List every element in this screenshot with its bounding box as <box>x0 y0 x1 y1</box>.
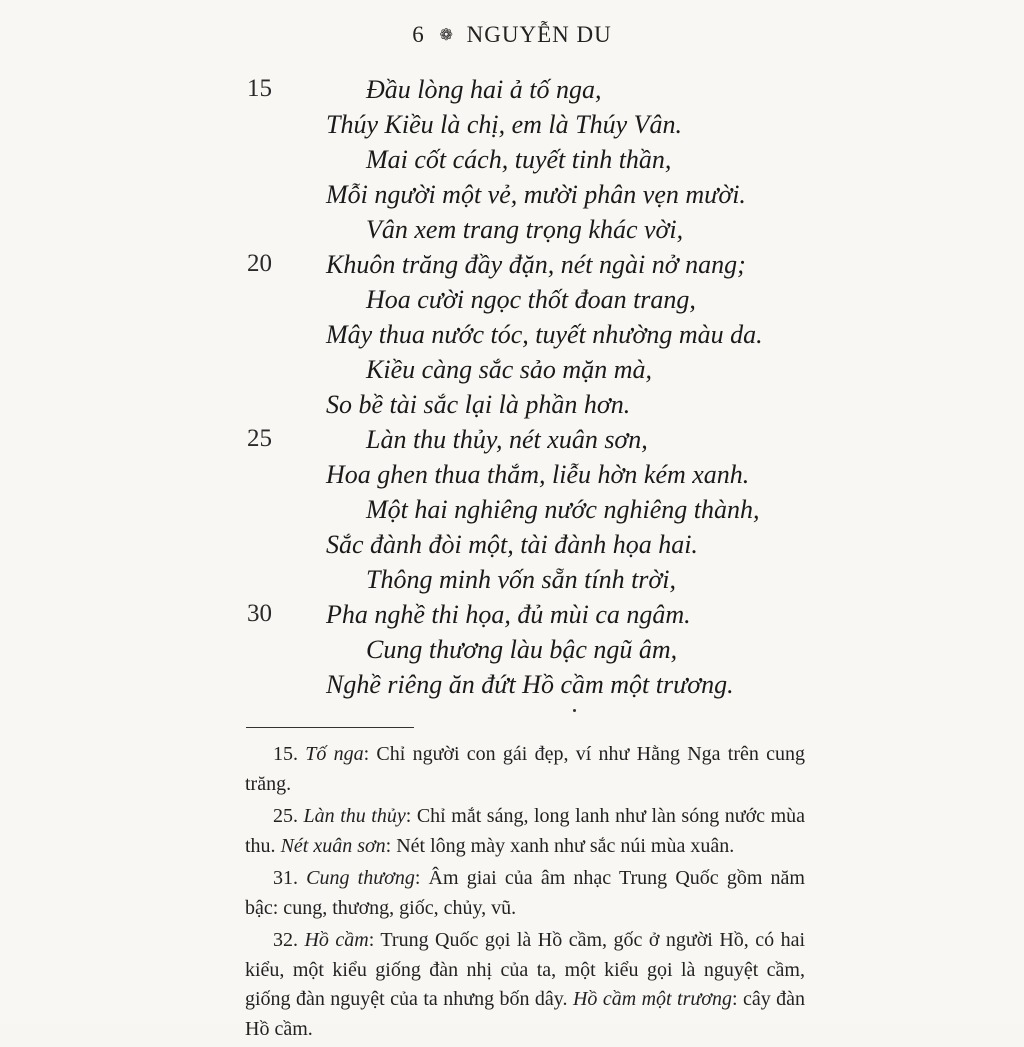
poem-line: Hoa cười ngọc thốt đoan trang, <box>366 285 696 314</box>
footnote-text: : Chỉ mắt sáng, long lanh như làn sóng nước mùa thu. <box>245 805 805 857</box>
footnote-term: Nét xuân sơn <box>280 834 386 857</box>
poem-line: Khuôn trăng đầy đặn, nét ngài nở nang; <box>326 250 746 279</box>
line-number: 15 <box>247 75 272 102</box>
page-number: 6 <box>412 22 425 47</box>
poem-line: Sắc đành đòi một, tài đành họa hai. <box>326 530 698 559</box>
poem-line: Mỗi người một vẻ, mười phân vẹn mười. <box>326 180 746 209</box>
poem-line: Hoa ghen thua thắm, liễu hờn kém xanh. <box>326 460 750 489</box>
poem-line: Cung thương làu bậc ngũ âm, <box>366 635 678 664</box>
footnote <box>245 864 805 923</box>
poem-line: Vân xem trang trọng khác vời, <box>366 215 684 244</box>
poem-line: Nghề riêng ăn đứt Hồ cầm một trương. <box>326 670 734 699</box>
footnote-text: : Chỉ người con gái đẹp, ví như Hằng Nga trên cung trăng. <box>245 743 805 795</box>
line-number: 20 <box>247 250 272 277</box>
footnote-text: : Âm giai của âm nhạc Trung Quốc gồm năm bậc: cung, thương, giốc, chủy, vũ. <box>245 867 805 919</box>
poem-line: Pha nghề thi họa, đủ mùi ca ngâm. <box>326 600 691 629</box>
footnote-divider <box>246 727 414 728</box>
footnote-term: Cung thương <box>306 867 415 889</box>
footnote-term: Làn thu thủy <box>303 805 406 827</box>
poem-line: Thông minh vốn sẵn tính trời, <box>366 565 677 594</box>
author-name: NGUYỄN DU <box>466 22 612 47</box>
poem-line: Mai cốt cách, tuyết tinh thần, <box>366 145 672 174</box>
print-speck <box>573 709 576 712</box>
line-number: 25 <box>247 425 272 452</box>
footnote <box>245 926 805 1044</box>
footnote-number: 31. <box>273 867 298 889</box>
poem-line: Kiều càng sắc sảo mặn mà, <box>366 355 652 384</box>
footnote-term: Hồ cầm một trương <box>572 988 732 1010</box>
poem-line: Mây thua nước tóc, tuyết nhường màu da. <box>326 320 763 349</box>
poem-line: So bề tài sắc lại là phần hơn. <box>326 390 631 419</box>
line-number: 30 <box>247 600 272 627</box>
footnote-text: : Nét lông mày xanh như sắc núi mùa xuân. <box>385 834 735 857</box>
poem-line: Đầu lòng hai ả tố nga, <box>366 75 602 104</box>
poem-line: Làn thu thủy, nét xuân sơn, <box>366 425 648 454</box>
footnote-text: : Trung Quốc gọi là Hồ cầm, gốc ở người Hồ, có hai kiểu, một kiểu giống đàn nhị của ta, một kiểu gọi là nguyệt cầm, giống đàn nguyệt của ta nhưng bốn dây. <box>245 929 806 1010</box>
footnotes <box>245 740 805 1047</box>
footnote-term: Tố nga <box>305 743 364 765</box>
footnote <box>245 740 805 799</box>
footnote-number: 15. <box>273 743 298 765</box>
footnote-number: 25. <box>273 805 298 827</box>
footnote-term: Hồ cầm <box>304 929 369 951</box>
footnote-text: : cây đàn Hồ cầm. <box>245 988 806 1040</box>
footnote-number: 32. <box>273 929 298 951</box>
poem-line: Một hai nghiêng nước nghiêng thành, <box>366 495 760 524</box>
ornament-icon: ❁ <box>439 27 454 44</box>
poem-line: Thúy Kiều là chị, em là Thúy Vân. <box>326 110 683 139</box>
footnote <box>245 802 805 861</box>
